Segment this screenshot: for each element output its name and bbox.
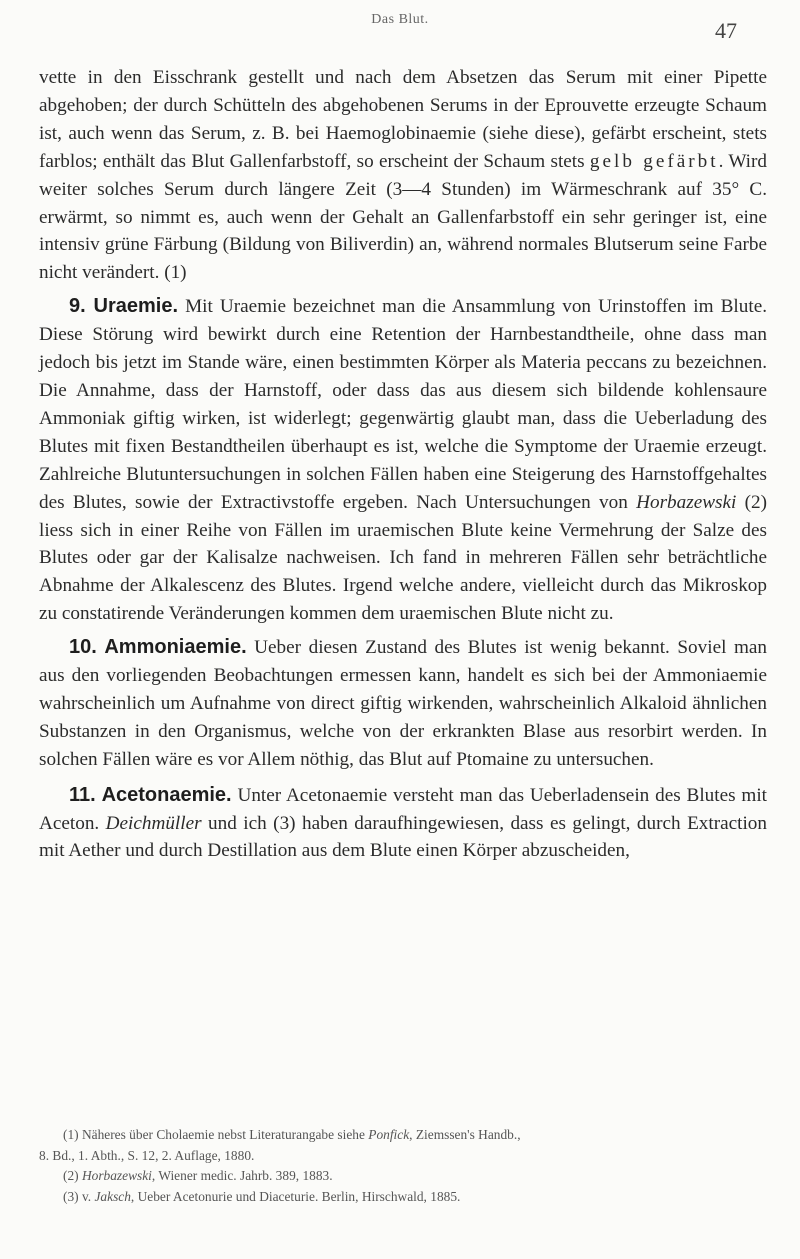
paragraph-text: . Wird weiter solches Serum durch längere Zeit (3—4 Stunden) im Wärmeschrank auf 35° C. erwärmt, so nimmt es, auch wenn der Gehalt an Gallenfarbstoff ein sehr geringer ist, eine intensiv grüne Färbung (Bildung von Biliverdin) an, während normales Blutserum seine Farbe nicht verändert. (1) xyxy=(39,150,767,284)
paragraph-text: (2) liess sich in einer Reihe von Fällen im uraemischen Blute keine Vermehrung der Salze des Blutes oder gar der Kalisalze nachweisen. Ich fand in mehreren Fällen sehr beträchtliche Abnahme der Alkalescenz des Blutes. Irgend welche andere, vielleicht durch das Mikroskop zu constatirende Veränderungen kommen dem uraemischen Blute nicht zu. xyxy=(39,491,767,625)
running-title: Das Blut. xyxy=(371,12,429,27)
footnotes xyxy=(39,1125,767,1207)
footnote-1-continued: 8. Bd., 1. Abth., S. 12, 2. Auflage, 1880. xyxy=(39,1147,255,1163)
paragraph-text: Unter Acetonaemie versteht man das Ueberladensein des Blutes mit Aceton. xyxy=(39,784,767,834)
body-text xyxy=(39,64,767,865)
author-name: Horbazewski xyxy=(636,491,737,513)
footnote-text: , Ziemssen's Handb., xyxy=(409,1127,521,1142)
footnote-text: , Wiener medic. Jahrb. 389, 1883. xyxy=(151,1168,333,1183)
footnote-label: (3) v. xyxy=(63,1188,95,1204)
footnote-label: (2) xyxy=(63,1168,82,1183)
paragraph-text: Mit Uraemie bezeichnet man die Ansammlung von Urinstoffen im Blute. Diese Störung wird bewirkt durch eine Retention der Harnbestandtheile, ohne dass man jedoch bis jetzt im Stande wäre, einen bestimmten Körper als Materia peccans zu bezeichnen. Die Annahme, dass der Harnstoff, oder dass das aus diesem sich bildende kohlensaure Ammoniak giftig wirken, ist widerlegt; gegenwärtig glaubt man, dass die Ueberladung des Blutes mit fixen Bestandtheilen überhaupt es ist, welche die Symptome der Uraemie erzeugt. Zahlreiche Blutuntersuchungen in solchen Fällen haben eine Steigerung des Harnstoffgehaltes des Blutes, sowie der Extractivstoffe ergeben. Nach Untersuchungen von xyxy=(39,296,768,513)
author-name: Horbazewski xyxy=(81,1168,152,1183)
author-name: Jaksch xyxy=(94,1188,131,1204)
section-ammoniaemie xyxy=(39,634,767,774)
footnote-1 xyxy=(39,1125,767,1146)
section-heading: 11. Acetonaemie. xyxy=(69,783,232,806)
paragraph-text: und ich (3) haben daraufhingewiesen, dass es gelingt, durch Extraction mit Aether und durch Destillation aus dem Blute einen Körper abzuscheiden, xyxy=(39,812,767,862)
author-name: Ponfick xyxy=(368,1127,410,1142)
paragraph-text: vette in den Eisschrank gestellt und nach dem Absetzen das Serum mit einer Pipette abgehoben; der durch Schütteln des abgehobenen Serums in der Eprouvette erzeugte Schaum ist, auch wenn das Serum, z. B. bei Haemoglobinaemie (siehe diese), gefärbt erscheint, stets farblos; enthält das Blut Gallenfarbstoff, so erscheint der Schaum stets xyxy=(39,67,767,172)
paragraph-text: Ueber diesen Zustand des Blutes ist wenig bekannt. Soviel man aus den vorliegenden Beobachtungen ermessen kann, handelt es sich bei der Ammoniaemie wahrscheinlich um Aufnahme von direct giftig wirkenden, wahrscheinlich Alkaloid ähnlichen Substanzen in den Organismus, welche von der erkrankten Blase aus resorbirt werden. In solchen Fällen wäre es vor Allem nöthig, das Blut auf Ptomaine zu untersuchen. xyxy=(39,637,768,770)
footnote-2 xyxy=(39,1166,767,1187)
section-heading: 9. Uraemie. xyxy=(69,295,179,318)
section-heading: 10. Ammoniaemie. xyxy=(69,636,247,659)
footnote-text: (1) Näheres über Cholaemie nebst Literaturangabe siehe xyxy=(63,1127,369,1142)
spaced-emphasis: gelb gefärbt xyxy=(589,150,719,172)
page-number: 47 xyxy=(715,18,737,43)
section-uraemie xyxy=(39,293,767,628)
footnote-text: , Ueber Acetonurie und Diaceturie. Berlin, Hirschwald, 1885. xyxy=(130,1188,461,1204)
paragraph-serum-test xyxy=(39,64,767,287)
author-name: Deichmüller xyxy=(105,812,202,834)
section-acetonaemie xyxy=(39,782,767,866)
footnote-3 xyxy=(39,1187,767,1208)
